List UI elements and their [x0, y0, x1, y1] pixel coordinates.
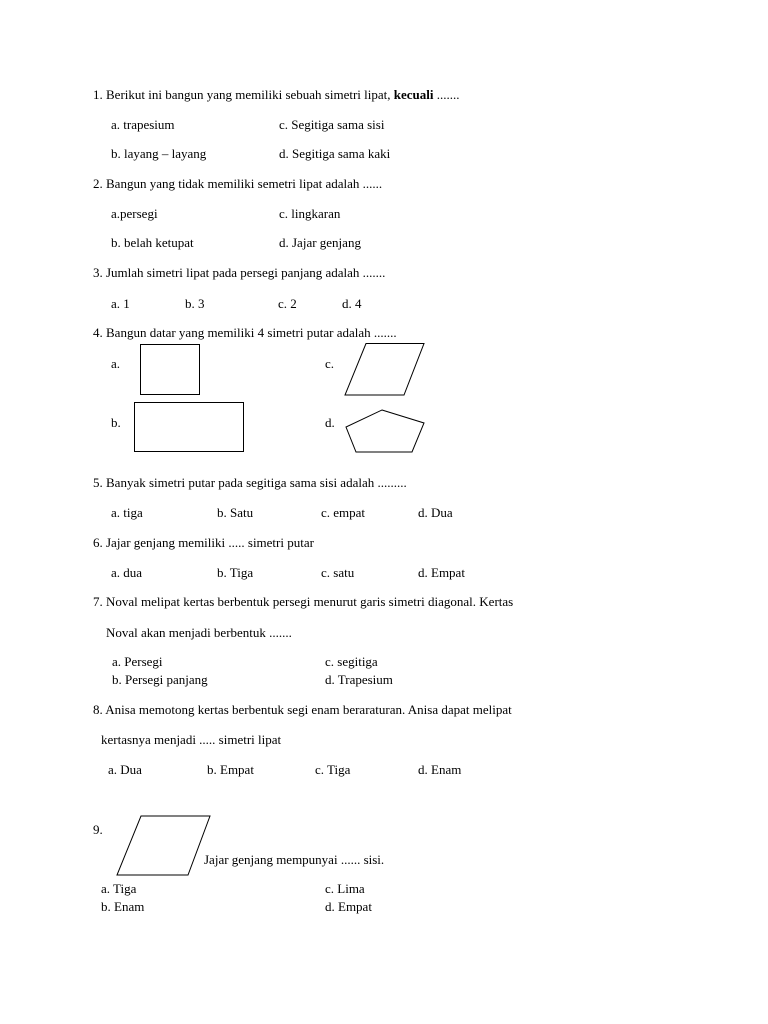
q9-option-b[interactable]: b. Enam — [101, 899, 145, 914]
q7-option-d[interactable]: d. Trapesium — [325, 672, 393, 687]
q4-option-c[interactable]: c. — [325, 356, 335, 371]
question-9-number: 9. — [93, 822, 103, 837]
q3-option-a[interactable]: a. 1 — [111, 296, 130, 311]
q6-option-c[interactable]: c. satu — [321, 565, 355, 580]
q8-option-b[interactable]: b. Empat — [207, 762, 254, 777]
q5-option-b[interactable]: b. Satu — [217, 505, 254, 520]
question-6-stem: 6. Jajar genjang memiliki ..... simetri putar — [93, 535, 314, 550]
q8-option-d[interactable]: d. Enam — [418, 762, 462, 777]
q2-option-d[interactable]: d. Jajar genjang — [279, 235, 361, 250]
parallelogram-shape — [343, 342, 427, 398]
q7-option-a[interactable]: a. Persegi — [112, 654, 163, 669]
q6-option-a[interactable]: a. dua — [111, 565, 143, 580]
q6-option-b[interactable]: b. Tiga — [217, 565, 254, 580]
question-1-stem: 1. Berikut ini bangun yang memiliki sebuah simetri lipat, kecuali ....... — [93, 87, 460, 102]
q1-option-d[interactable]: d. Segitiga sama kaki — [279, 146, 391, 161]
q2-option-c[interactable]: c. lingkaran — [279, 206, 341, 221]
q2-option-b[interactable]: b. belah ketupat — [111, 235, 194, 250]
question-8-stem-line2: kertasnya menjadi ..... simetri lipat — [101, 732, 282, 747]
q8-option-c[interactable]: c. Tiga — [315, 762, 351, 777]
question-3-stem: 3. Jumlah simetri lipat pada persegi panjang adalah ....... — [93, 265, 386, 280]
square-shape — [140, 344, 200, 395]
q1-option-c[interactable]: c. Segitiga sama sisi — [279, 117, 385, 132]
q3-option-b[interactable]: b. 3 — [185, 296, 205, 311]
q7-option-b[interactable]: b. Persegi panjang — [112, 672, 208, 687]
pentagon-shape — [343, 407, 427, 455]
q5-option-d[interactable]: d. Dua — [418, 505, 453, 520]
q3-option-c[interactable]: c. 2 — [278, 296, 297, 311]
q1-option-a[interactable]: a. trapesium — [111, 117, 175, 132]
rectangle-shape — [134, 402, 244, 452]
question-8-stem-line1: 8. Anisa memotong kertas berbentuk segi enam beraraturan. Anisa dapat melipat — [93, 702, 512, 717]
q9-option-d[interactable]: d. Empat — [325, 899, 372, 914]
q4-option-a[interactable]: a. — [111, 356, 121, 371]
question-5-stem: 5. Banyak simetri putar pada segitiga sama sisi adalah ......... — [93, 475, 407, 490]
q5-option-a[interactable]: a. tiga — [111, 505, 143, 520]
parallelogram-figure — [114, 814, 214, 878]
q9-option-a[interactable]: a. Tiga — [101, 881, 137, 896]
q5-option-c[interactable]: c. empat — [321, 505, 366, 520]
q7-option-c[interactable]: c. segitiga — [325, 654, 378, 669]
q4-option-b[interactable]: b. — [111, 415, 121, 430]
q8-option-a[interactable]: a. Dua — [108, 762, 142, 777]
q6-option-d[interactable]: d. Empat — [418, 565, 465, 580]
q4-option-d[interactable]: d. — [325, 415, 335, 430]
question-7-stem-line2: Noval akan menjadi berbentuk ....... — [106, 625, 292, 640]
q9-option-c[interactable]: c. Lima — [325, 881, 365, 896]
question-2-stem: 2. Bangun yang tidak memiliki semetri lipat adalah ...... — [93, 176, 383, 191]
question-7-stem-line1: 7. Noval melipat kertas berbentuk persegi menurut garis simetri diagonal. Kertas — [93, 594, 514, 609]
q1-option-b[interactable]: b. layang – layang — [111, 146, 207, 161]
question-9-stem: Jajar genjang mempunyai ...... sisi. — [204, 852, 385, 867]
q3-option-d[interactable]: d. 4 — [342, 296, 362, 311]
question-4-stem: 4. Bangun datar yang memiliki 4 simetri putar adalah ....... — [93, 325, 397, 340]
q2-option-a[interactable]: a.persegi — [111, 206, 158, 221]
